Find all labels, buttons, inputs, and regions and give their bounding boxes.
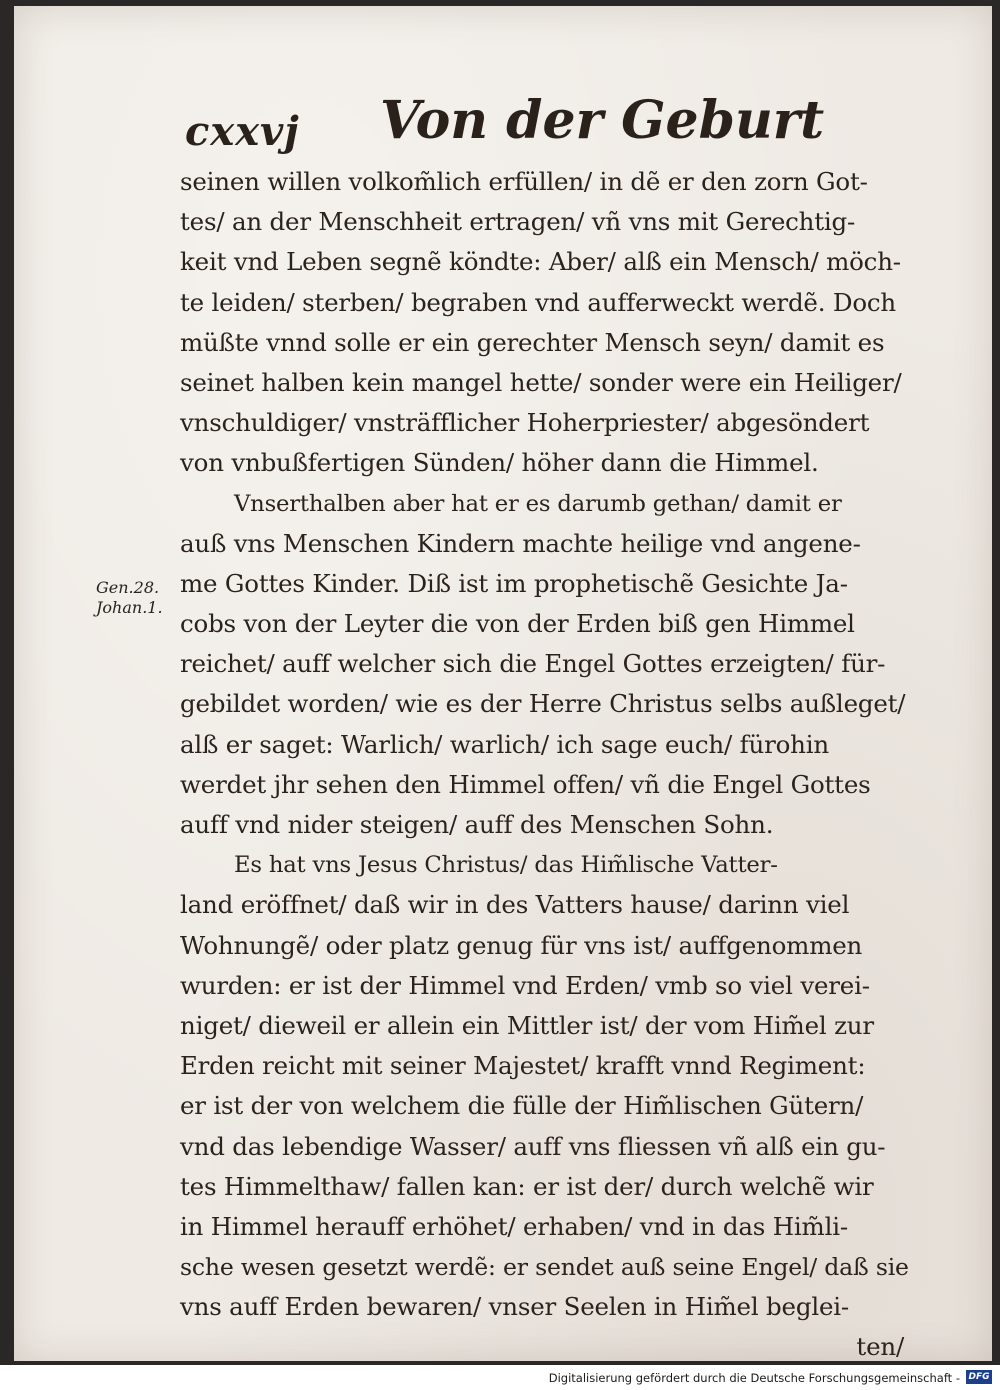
text-line: werdet jhr sehen den Himmel offen/ vñ die Engel Gottes (180, 769, 871, 799)
text-line: in Himmel herauff erhöhet/ erhaben/ vnd in das Him̃li- (180, 1211, 848, 1241)
text-line: reichet/ auff welcher sich die Engel Gottes erzeigten/ für- (180, 649, 886, 679)
text-line: sche wesen gesetzt werdẽ: er sendet auß seine Engel/ daß sie (180, 1253, 909, 1282)
text-line: tes Himmelthaw/ fallen kan: er ist der/ durch welchẽ wir (180, 1171, 874, 1201)
text-line: Wohnungẽ/ oder platz genug für vns ist/ auffgenommen (180, 930, 863, 960)
text-line: seinet halben kein mangel hette/ sonder were ein Heiliger/ (180, 367, 902, 397)
text-line: wurden: er ist der Himmel vnd Erden/ vmb so viel verei- (180, 970, 870, 1000)
text-line: me Gottes Kinder. Diß ist im prophetischẽ Gesichte Ja- (180, 568, 848, 598)
text-line: vns auff Erden bewaren/ vnser Seelen in Him̃el beglei- (180, 1292, 849, 1322)
text-line: Es hat vns Jesus Christus/ das Him̃lische Vatter- (234, 852, 778, 879)
text-line: vnschuldiger/ vnsträfflicher Hoherpriester/ abgesöndert (180, 408, 870, 438)
marginal-note (96, 578, 163, 618)
text-line: niget/ dieweil er allein ein Mittler ist/ der vom Him̃el zur (180, 1010, 874, 1040)
text-line: von vnbußfertigen Sünden/ höher dann die Himmel. (180, 448, 819, 478)
text-line: vnd das lebendige Wasser/ auff vns fliessen vñ alß ein gu- (180, 1131, 886, 1161)
text-line: te leiden/ sterben/ begraben vnd aufferweckt werdẽ. Doch (180, 287, 897, 317)
text-line: Erden reicht mit seiner Majestet/ krafft vnnd Regiment: (180, 1051, 866, 1081)
folio-number: cxxvj (185, 108, 300, 155)
text-line: ten/ (856, 1332, 904, 1362)
text-line: gebildet worden/ wie es der Herre Christus selbs außleget/ (180, 689, 906, 719)
text-line: auff vnd nider steigen/ auff des Menschen Sohn. (180, 810, 774, 839)
dfg-logo: DFG (966, 1370, 992, 1384)
text-line: auß vns Menschen Kindern machte heilige vnd angene- (180, 528, 861, 558)
text-line: keit vnd Leben segnẽ köndte: Aber/ alß ein Mensch/ möch- (180, 247, 901, 277)
text-line: alß er saget: Warlich/ warlich/ ich sage euch/ fürohin (180, 729, 829, 759)
text-line: tes/ an der Menschheit ertragen/ vñ vns mit Gerechtig- (180, 207, 856, 237)
text-line: land eröffnet/ daß wir in des Vatters hause/ darinn viel (180, 890, 850, 920)
text-line: seinen willen volkom̃lich erfüllen/ in dẽ er den zorn Got- (180, 167, 868, 196)
funding-credit: Digitalisierung gefördert durch die Deutsche Forschungsgemeinschaft - (548, 1371, 960, 1385)
running-head: Von der Geburt (380, 90, 825, 151)
text-line: er ist der von welchem die fülle der Him̃lischen Gütern/ (180, 1091, 864, 1121)
marginal-note-line: Gen.28. (96, 578, 160, 597)
text-line: cobs von der Leyter die von der Erden biß gen Himmel (180, 609, 855, 639)
text-line: Vnserthalben aber hat er es darumb gethan/ damit er (234, 490, 842, 517)
footer-bar (0, 1365, 1000, 1390)
body-text (180, 162, 910, 1368)
text-line: müßte vnnd solle er ein gerechter Mensch seyn/ damit es (180, 327, 885, 357)
marginal-note-line: Johan.1. (96, 598, 163, 617)
